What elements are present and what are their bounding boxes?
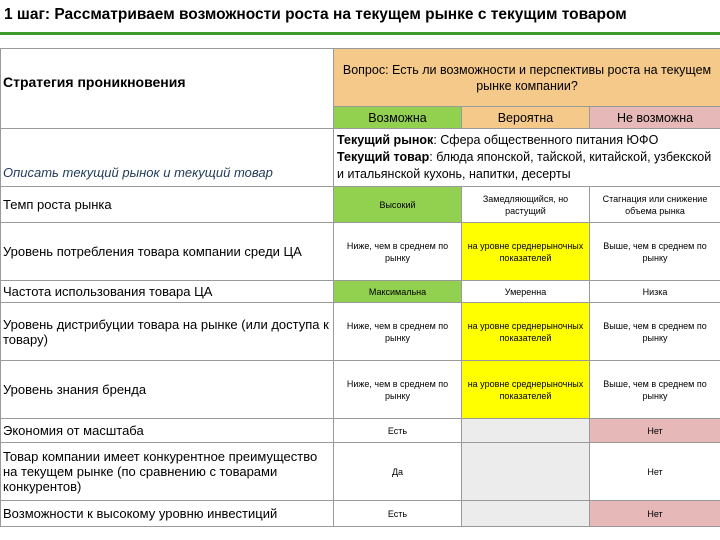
describe-market-label: Описать текущий рынок и текущий товар [1, 129, 334, 187]
table-row [1, 303, 720, 361]
strategy-table [0, 48, 720, 527]
market-description [334, 129, 720, 187]
title-divider [0, 32, 720, 35]
market-value: : Сфера общественного питания ЮФО [433, 133, 659, 147]
option-possible: Ниже, чем в среднем по рынку [334, 361, 462, 419]
header-likely: Вероятна [462, 107, 590, 129]
row-label: Уровень знания бренда [1, 361, 334, 419]
table-row [1, 443, 720, 501]
row-label: Темп роста рынка [1, 187, 334, 223]
option-likely: Замедляющийся, но растущий [462, 187, 590, 223]
option-impossible: Нет [590, 501, 720, 527]
option-likely: на уровне среднерыночных показателей [462, 303, 590, 361]
page-title: 1 шаг: Рассматриваем возможности роста на текущем рынке с текущим товаром [4, 6, 627, 23]
option-likely [462, 501, 590, 527]
option-impossible: Выше, чем в среднем по рынку [590, 303, 720, 361]
option-possible: Есть [334, 419, 462, 443]
option-likely [462, 419, 590, 443]
row-label: Частота использования товара ЦА [1, 281, 334, 303]
option-possible: Максимальна [334, 281, 462, 303]
header-impossible: Не возможна [590, 107, 720, 129]
row-label: Уровень дистрибуции товара на рынке (или доступа к товару) [1, 303, 334, 361]
option-likely: Умеренна [462, 281, 590, 303]
option-possible: Ниже, чем в среднем по рынку [334, 223, 462, 281]
table-row [1, 361, 720, 419]
option-possible: Высокий [334, 187, 462, 223]
option-likely: на уровне среднерыночных показателей [462, 223, 590, 281]
option-impossible: Стагнация или снижение объема рынка [590, 187, 720, 223]
row-label: Возможности к высокому уровню инвестиций [1, 501, 334, 527]
option-impossible: Низка [590, 281, 720, 303]
option-impossible: Выше, чем в среднем по рынку [590, 223, 720, 281]
row-label: Экономия от масштаба [1, 419, 334, 443]
question-cell: Вопрос: Есть ли возможности и перспективы роста на текущем рынке компании? [334, 49, 720, 107]
table-row [1, 281, 720, 303]
option-likely [462, 443, 590, 501]
product-label: Текущий товар [337, 150, 430, 164]
option-possible: Ниже, чем в среднем по рынку [334, 303, 462, 361]
option-possible: Да [334, 443, 462, 501]
table-row [1, 223, 720, 281]
table-row [1, 501, 720, 527]
strategy-title: Стратегия проникновения [1, 49, 334, 129]
option-likely: на уровне среднерыночных показателей [462, 361, 590, 419]
option-impossible: Нет [590, 419, 720, 443]
option-possible: Есть [334, 501, 462, 527]
header-possible: Возможна [334, 107, 462, 129]
row-label: Уровень потребления товара компании среди ЦА [1, 223, 334, 281]
table-row [1, 187, 720, 223]
table-row [1, 419, 720, 443]
market-label: Текущий рынок [337, 133, 434, 147]
option-impossible: Нет [590, 443, 720, 501]
row-label: Товар компании имеет конкурентное преимущество на текущем рынке (по сравнению с товарами конкурентов) [1, 443, 334, 501]
option-impossible: Выше, чем в среднем по рынку [590, 361, 720, 419]
product-value: : блюда японской, тайской, китайской, узбекской и итальянской кухонь, напитки, десерты [337, 150, 712, 181]
